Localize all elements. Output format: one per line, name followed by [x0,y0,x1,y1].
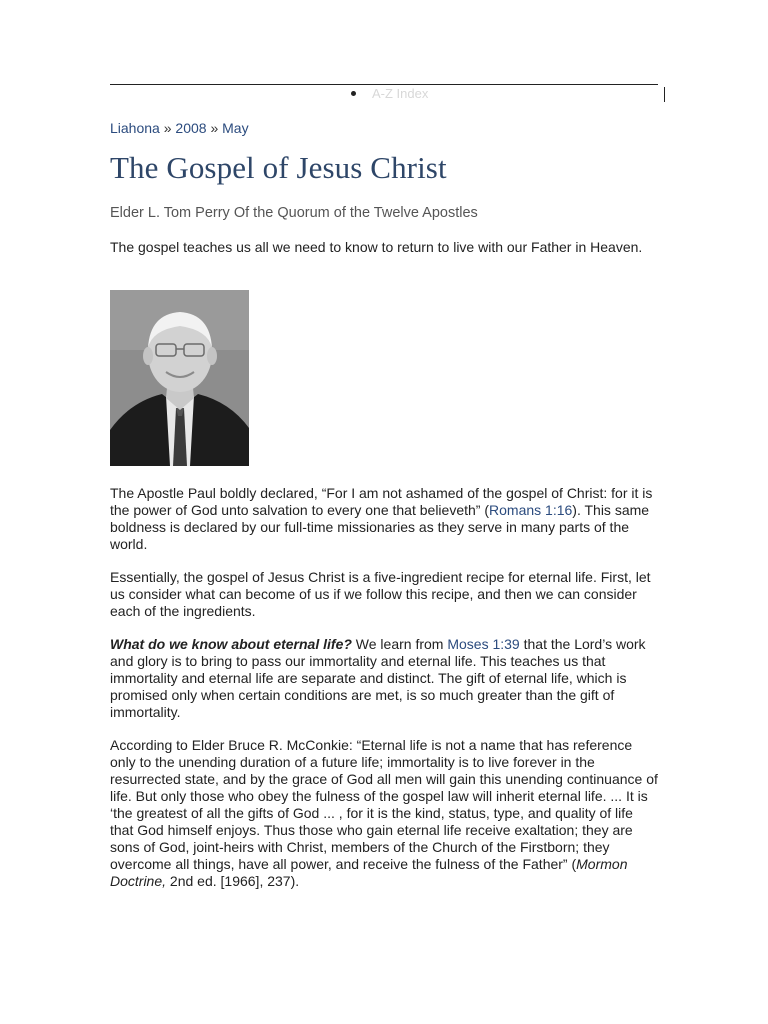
breadcrumb-2008[interactable]: 2008 [175,120,207,136]
paragraph-1-text: The Apostle Paul boldly declared, “For I am not ashamed of the gospel of Christ: for it is the power of God unto salvation to every one that believeth” ( [110,485,653,518]
az-index-item [351,86,428,101]
paragraph-4-text: According to Elder Bruce R. McConkie: “Eternal life is not a name that has reference only to the unending duration of a future life; immortality is to live forever in the resurrected state, and by the grace of God all men will gain this unending continuance of life. But only those who obey the fulness of the gospel law will inherit eternal life. ... It is ‘the greatest of all the gifts of God ... , for it is the kind, status, type, and quality of life that God himself enjoys. Thus those who gain eternal life receive exaltation; they are sons of God, joint-heirs with Christ, members of the Church of the Firstborn; they overcome all things, have all power, and receive the fulness of the Father” ( [110,737,658,872]
paragraph-3 [110,636,658,721]
page-title: The Gospel of Jesus Christ [110,150,447,185]
az-index-link[interactable]: A-Z Index [372,86,429,101]
top-divider-tick [664,87,665,102]
paragraph-2: Essentially, the gospel of Jesus Christ is a five-ingredient recipe for eternal life. First, let us consider what can become of us if we follow this recipe, and then we can consider each of the ingredients. [110,569,651,619]
breadcrumb-liahona[interactable]: Liahona [110,120,160,136]
author-portrait [110,290,249,466]
paragraph-4-text-end: 2nd ed. [1966], 237). [166,873,300,889]
author-byline: Elder L. Tom Perry Of the Quorum of the Twelve Apostles [110,205,478,221]
bullet-icon [351,91,356,96]
article-intro: The gospel teaches us all we need to know to return to live with our Father in Heaven. [110,239,643,255]
question-heading: What do we know about eternal life? [110,636,352,652]
paragraph-3-text: We learn from [351,636,448,652]
paragraph-3-text-end: that the Lord’s work and glory is to bring to pass our immortality and eternal life. This teaches us that immortality and eternal life are separate and distinct. The gift of eternal life, which is promised only when certain conditions are met, is so much greater than the gift of immortality. [110,636,646,720]
article-body [110,485,658,906]
breadcrumb-separator: » [159,120,176,136]
romans-scripture-link[interactable]: Romans 1:16 [489,502,573,518]
paragraph-4 [110,737,658,890]
breadcrumb [110,120,249,136]
breadcrumb-may[interactable]: May [222,120,249,136]
paragraph-1 [110,485,658,553]
moses-scripture-link[interactable]: Moses 1:39 [447,636,520,652]
book-citation: Mormon Doctrine, [110,856,628,889]
paragraph-1-text-end: ). This same boldness is declared by our full-time missionaries as they serve in many parts of the world. [110,502,650,552]
breadcrumb-separator: » [206,120,223,136]
top-divider [110,84,658,85]
portrait-image [110,290,249,466]
